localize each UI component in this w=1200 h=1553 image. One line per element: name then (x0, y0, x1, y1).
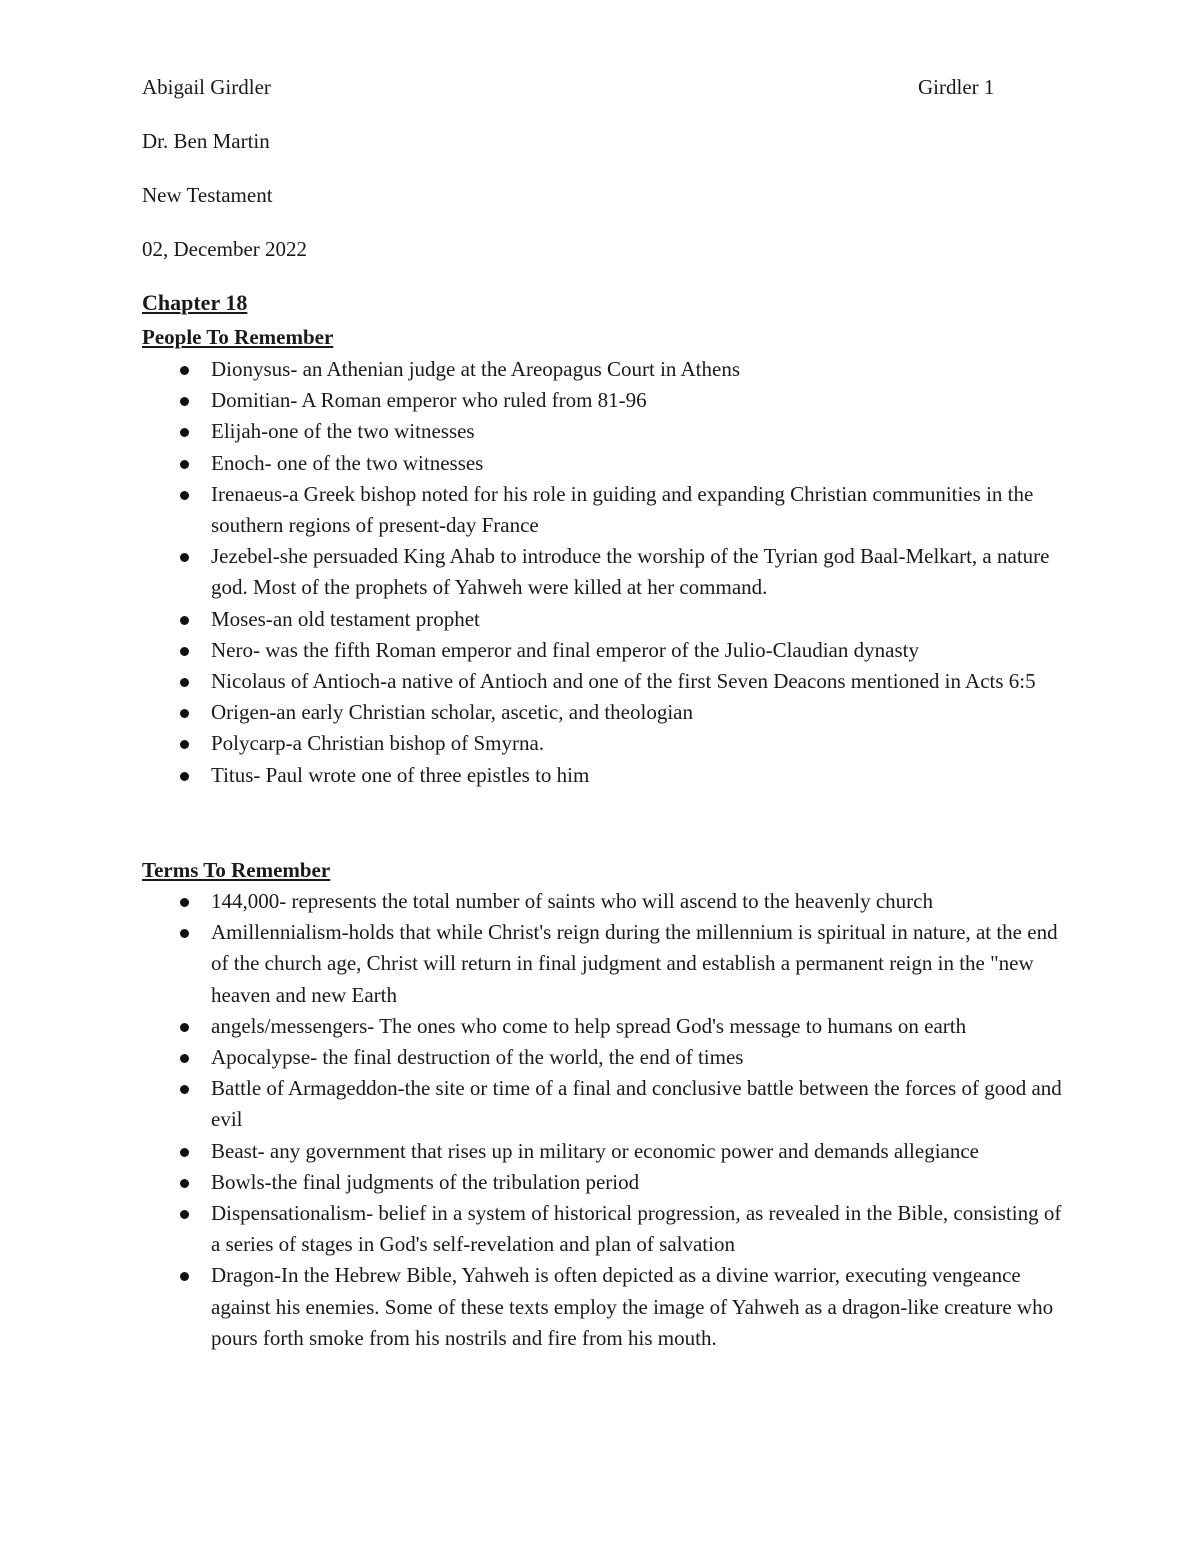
person-item (168, 541, 1068, 603)
term-item (168, 1011, 1068, 1042)
bullet-icon (180, 772, 189, 781)
person-item-text: Domitian- A Roman emperor who ruled from 81-96 (211, 388, 647, 413)
bullet-icon (180, 678, 189, 687)
term-item-text: Amillennialism-holds that while Christ's reign during the millennium is spiritual in nature, at the end of the church age, Christ will return in final judgment and establish a permanent reign in the "new heaven and new Earth (211, 920, 1058, 1007)
term-item-text: Dragon-In the Hebrew Bible, Yahweh is often depicted as a divine warrior, executing vengeance against his enemies. Some of these texts employ the image of Yahweh as a dragon-like creature who pours forth smoke from his nostrils and fire from his mouth. (211, 1263, 1054, 1350)
person-item-text: Enoch- one of the two witnesses (211, 450, 484, 475)
person-item (168, 666, 1068, 697)
person-item (168, 416, 1068, 447)
term-item (168, 1198, 1068, 1260)
term-item (168, 1136, 1068, 1167)
person-item (168, 635, 1068, 666)
term-item (168, 1042, 1068, 1073)
bullet-icon (180, 709, 189, 718)
person-item-text: Titus- Paul wrote one of three epistles to him (211, 762, 590, 787)
person-item (168, 728, 1068, 759)
author-name: Abigail Girdler (142, 75, 271, 99)
bullet-icon (180, 1179, 189, 1188)
term-item-text: 144,000- represents the total number of saints who will ascend to the heavenly church (211, 889, 933, 913)
person-item-text: Dionysus- an Athenian judge at the Areopagus Court in Athens (211, 357, 741, 381)
person-item (168, 604, 1068, 635)
term-item-text: angels/messengers- The ones who come to help spread God's message to humans on earth (211, 1013, 967, 1038)
person-item-text: Nicolaus of Antioch-a native of Antioch and one of the first Seven Deacons mentioned in Acts 6:5 (211, 669, 1036, 694)
terms-heading: Terms To Remember (142, 858, 331, 882)
term-item (168, 886, 1068, 917)
person-item-text: Jezebel-she persuaded King Ahab to introduce the worship of the Tyrian god Baal-Melkart, a nature god. Most of the prophets of Yahweh were killed at her command. (211, 544, 1050, 600)
bullet-icon (180, 929, 189, 938)
person-item-text: Irenaeus-a Greek bishop noted for his role in guiding and expanding Christian communities in the southern regions of present-day France (211, 481, 1034, 538)
bullet-icon (180, 740, 189, 749)
chapter-title: Chapter 18 (142, 290, 248, 315)
person-item (168, 385, 1068, 416)
bullet-icon (180, 1210, 189, 1219)
term-item-text: Apocalypse- the final destruction of the world, the end of times (211, 1045, 744, 1070)
term-item (168, 1073, 1068, 1135)
person-item-text: Polycarp-a Christian bishop of Smyrna. (211, 731, 545, 756)
terms-list (168, 886, 1068, 1354)
bullet-icon (180, 366, 189, 375)
term-item-text: Beast- any government that rises up in military or economic power and demands allegiance (211, 1138, 980, 1163)
person-item (168, 697, 1068, 728)
person-item (168, 760, 1068, 791)
bullet-icon (180, 898, 189, 907)
document-date: 02, December 2022 (142, 237, 308, 261)
bullet-icon (180, 460, 189, 469)
person-item (168, 448, 1068, 479)
instructor-name: Dr. Ben Martin (142, 129, 270, 153)
person-item-text: Moses-an old testament prophet (211, 606, 480, 631)
bullet-icon (180, 1148, 189, 1157)
term-item-text: Dispensationalism- belief in a system of historical progression, as revealed in the Bible, consisting of a series of stages in God's self-revelation and plan of salvation (211, 1201, 1062, 1257)
person-item-text: Elijah-one of the two witnesses (211, 419, 475, 444)
bullet-icon (180, 553, 189, 562)
page-number: Girdler 1 (918, 75, 995, 99)
person-item (168, 354, 1068, 385)
bullet-icon (180, 428, 189, 437)
bullet-icon (180, 1272, 189, 1281)
people-list (168, 354, 1068, 791)
bullet-icon (180, 1085, 189, 1094)
term-item-text: Battle of Armageddon-the site or time of a final and conclusive battle between the forces of good and evil (211, 1076, 1062, 1132)
course-name: New Testament (142, 183, 273, 207)
person-item-text: Nero- was the fifth Roman emperor and final emperor of the Julio-Claudian dynasty (211, 637, 919, 662)
bullet-icon (180, 1023, 189, 1032)
term-item-text: Bowls-the final judgments of the tribulation period (211, 1169, 640, 1194)
bullet-icon (180, 616, 189, 625)
bullet-icon (180, 647, 189, 656)
people-heading: People To Remember (142, 325, 334, 349)
term-item (168, 1167, 1068, 1198)
bullet-icon (180, 491, 189, 500)
person-item-text: Origen-an early Christian scholar, ascetic, and theologian (211, 700, 693, 725)
term-item (168, 1260, 1068, 1354)
person-item (168, 479, 1068, 541)
bullet-icon (180, 1054, 189, 1063)
bullet-icon (180, 397, 189, 406)
term-item (168, 917, 1068, 1011)
